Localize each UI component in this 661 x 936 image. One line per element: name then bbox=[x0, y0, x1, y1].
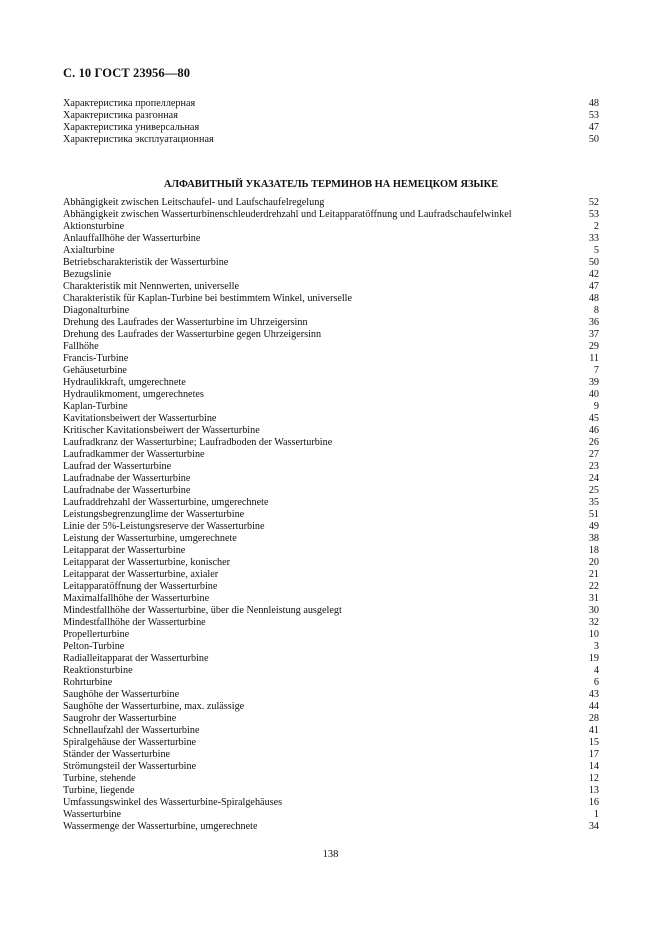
index-page-ref: 24 bbox=[588, 473, 599, 484]
index-entry bbox=[63, 737, 599, 749]
index-entry bbox=[63, 557, 599, 569]
index-term: Kaplan-Turbine bbox=[63, 401, 128, 412]
index-entry bbox=[63, 110, 599, 122]
index-term: Laufradkranz der Wasserturbine; Laufradboden der Wasserturbine bbox=[63, 437, 333, 448]
index-entry bbox=[63, 485, 599, 497]
index-term: Gehäuseturbine bbox=[63, 365, 127, 376]
index-term: Betriebscharakteristik der Wasserturbine bbox=[63, 257, 229, 268]
index-page-ref: 33 bbox=[588, 233, 599, 244]
index-term: Axialturbine bbox=[63, 245, 115, 256]
index-term: Abhängigkeit zwischen Wasserturbinenschleuderdrehzahl und Leitapparatöffnung und Laufradschaufelwinkel bbox=[63, 209, 512, 220]
index-term: Характеристика пропеллерная bbox=[63, 98, 196, 109]
index-page-ref: 47 bbox=[588, 281, 599, 292]
index-page-ref: 6 bbox=[593, 677, 599, 688]
index-entry bbox=[63, 329, 599, 341]
index-entry bbox=[63, 713, 599, 725]
index-term: Leitapparat der Wasserturbine, axialer bbox=[63, 569, 219, 580]
index-page-ref: 51 bbox=[588, 509, 599, 520]
index-page-ref: 21 bbox=[588, 569, 599, 580]
index-term: Spiralgehäuse der Wasserturbine bbox=[63, 737, 197, 748]
index-page-ref: 28 bbox=[588, 713, 599, 724]
index-term: Laufradkammer der Wasserturbine bbox=[63, 449, 205, 460]
index-entry bbox=[63, 785, 599, 797]
index-term: Rohrturbine bbox=[63, 677, 113, 688]
document-header: С. 10 ГОСТ 23956—80 bbox=[63, 66, 191, 80]
index-entry bbox=[63, 761, 599, 773]
index-term: Ständer der Wasserturbine bbox=[63, 749, 171, 760]
index-term: Kritischer Kavitationsbeiwert der Wasserturbine bbox=[63, 425, 260, 436]
index-page-ref: 53 bbox=[588, 110, 599, 121]
index-term: Turbine, liegende bbox=[63, 785, 135, 796]
index-page-ref: 14 bbox=[588, 761, 599, 772]
index-page-ref: 26 bbox=[588, 437, 599, 448]
index-entry bbox=[63, 533, 599, 545]
index-entry bbox=[63, 521, 599, 533]
index-page-ref: 2 bbox=[593, 221, 599, 232]
index-entry bbox=[63, 425, 599, 437]
index-term: Leitapparat der Wasserturbine bbox=[63, 545, 186, 556]
index-page-ref: 32 bbox=[588, 617, 599, 628]
index-entry bbox=[63, 797, 599, 809]
index-entry bbox=[63, 809, 599, 821]
index-term: Linie der 5%-Leistungsreserve der Wasserturbine bbox=[63, 521, 265, 532]
index-term: Aktionsturbine bbox=[63, 221, 125, 232]
index-term: Maximalfallhöhe der Wasserturbine bbox=[63, 593, 210, 604]
index-page-ref: 25 bbox=[588, 485, 599, 496]
index-entry bbox=[63, 257, 599, 269]
index-entry bbox=[63, 773, 599, 785]
index-entry bbox=[63, 701, 599, 713]
index-term: Reaktionsturbine bbox=[63, 665, 133, 676]
index-term: Fallhöhe bbox=[63, 341, 99, 352]
index-entry bbox=[63, 509, 599, 521]
index-page-ref: 27 bbox=[588, 449, 599, 460]
index-term: Diagonalturbine bbox=[63, 305, 130, 316]
index-page-ref: 20 bbox=[588, 557, 599, 568]
index-term: Bezugslinie bbox=[63, 269, 112, 280]
index-page-ref: 31 bbox=[588, 593, 599, 604]
index-term: Laufraddrehzahl der Wasserturbine, umgerechnete bbox=[63, 497, 269, 508]
index-page-ref: 30 bbox=[588, 605, 599, 616]
index-term: Propellerturbine bbox=[63, 629, 130, 640]
section-title: АЛФАВИТНЫЙ УКАЗАТЕЛЬ ТЕРМИНОВ НА НЕМЕЦКОМ ЯЗЫКЕ bbox=[163, 179, 499, 190]
index-entry bbox=[63, 365, 599, 377]
index-term: Wasserturbine bbox=[63, 809, 122, 820]
index-page-ref: 13 bbox=[588, 785, 599, 796]
index-term: Характеристика разгонная bbox=[63, 110, 178, 121]
index-entry bbox=[63, 725, 599, 737]
index-entry bbox=[63, 377, 599, 389]
index-entry bbox=[63, 677, 599, 689]
index-entry bbox=[63, 821, 599, 833]
index-entry bbox=[63, 473, 599, 485]
index-term: Drehung des Laufrades der Wasserturbine gegen Uhrzeigersinn bbox=[63, 329, 322, 340]
index-entry bbox=[63, 449, 599, 461]
index-page-ref: 49 bbox=[588, 521, 599, 532]
index-page-ref: 8 bbox=[593, 305, 599, 316]
index-page-ref: 34 bbox=[588, 821, 599, 832]
index-entry bbox=[63, 641, 599, 653]
index-entry bbox=[63, 353, 599, 365]
index-term: Leitapparat der Wasserturbine, konischer bbox=[63, 557, 231, 568]
index-page-ref: 46 bbox=[588, 425, 599, 436]
index-page-ref: 15 bbox=[588, 737, 599, 748]
index-entry bbox=[63, 341, 599, 353]
index-entry bbox=[63, 545, 599, 557]
index-term: Charakteristik mit Nennwerten, universelle bbox=[63, 281, 239, 292]
index-entry bbox=[63, 593, 599, 605]
page-number: 138 bbox=[322, 849, 339, 860]
index-entry bbox=[63, 209, 599, 221]
index-entry bbox=[63, 221, 599, 233]
index-page-ref: 23 bbox=[588, 461, 599, 472]
index-page-ref: 40 bbox=[588, 389, 599, 400]
index-term: Wassermenge der Wasserturbine, umgerechnete bbox=[63, 821, 258, 832]
index-page-ref: 37 bbox=[588, 329, 599, 340]
index-term: Leistung der Wasserturbine, umgerechnete bbox=[63, 533, 237, 544]
index-page-ref: 48 bbox=[588, 293, 599, 304]
index-entry bbox=[63, 629, 599, 641]
index-term: Laufradnabe der Wasserturbine bbox=[63, 473, 191, 484]
index-entry bbox=[63, 197, 599, 209]
index-entry bbox=[63, 305, 599, 317]
index-entry bbox=[63, 269, 599, 281]
index-term: Характеристика универсальная bbox=[63, 122, 200, 133]
index-term: Laufrad der Wasserturbine bbox=[63, 461, 172, 472]
index-term: Hydraulikkraft, umgerechnete bbox=[63, 377, 186, 388]
index-page-ref: 39 bbox=[588, 377, 599, 388]
index-term: Radialleitapparat der Wasserturbine bbox=[63, 653, 209, 664]
german-terms-list bbox=[63, 197, 599, 833]
index-term: Kavitationsbeiwert der Wasserturbine bbox=[63, 413, 217, 424]
index-entry bbox=[63, 437, 599, 449]
index-entry bbox=[63, 122, 599, 134]
index-term: Saughöhe der Wasserturbine, max. zulässige bbox=[63, 701, 245, 712]
index-term: Hydraulikmoment, umgerechnetes bbox=[63, 389, 204, 400]
index-page-ref: 11 bbox=[589, 353, 599, 364]
index-page-ref: 43 bbox=[588, 689, 599, 700]
index-page-ref: 41 bbox=[588, 725, 599, 736]
index-term: Mindestfallhöhe der Wasserturbine bbox=[63, 617, 206, 628]
index-page-ref: 35 bbox=[588, 497, 599, 508]
index-term: Charakteristik für Kaplan-Turbine bei bestimmtem Winkel, universelle bbox=[63, 293, 353, 304]
russian-terms-list bbox=[63, 98, 599, 146]
index-term: Turbine, stehende bbox=[63, 773, 136, 784]
index-page-ref: 48 bbox=[588, 98, 599, 109]
index-term: Характеристика эксплуатационная bbox=[63, 134, 214, 145]
index-entry bbox=[63, 98, 599, 110]
index-entry bbox=[63, 665, 599, 677]
index-page-ref: 50 bbox=[588, 134, 599, 145]
index-entry bbox=[63, 653, 599, 665]
index-entry bbox=[63, 293, 599, 305]
index-term: Leitapparatöffnung der Wasserturbine bbox=[63, 581, 218, 592]
index-entry bbox=[63, 134, 599, 146]
index-entry bbox=[63, 461, 599, 473]
index-term: Abhängigkeit zwischen Leitschaufel- und Laufschaufelregelung bbox=[63, 197, 325, 208]
index-page-ref: 53 bbox=[588, 209, 599, 220]
index-page-ref: 44 bbox=[588, 701, 599, 712]
index-page-ref: 52 bbox=[588, 197, 599, 208]
index-entry bbox=[63, 569, 599, 581]
index-page-ref: 17 bbox=[588, 749, 599, 760]
index-entry bbox=[63, 413, 599, 425]
index-entry bbox=[63, 281, 599, 293]
index-entry bbox=[63, 233, 599, 245]
index-entry bbox=[63, 689, 599, 701]
index-term: Schnellaufzahl der Wasserturbine bbox=[63, 725, 200, 736]
index-page-ref: 4 bbox=[593, 665, 599, 676]
index-page-ref: 19 bbox=[588, 653, 599, 664]
index-page-ref: 47 bbox=[588, 122, 599, 133]
index-term: Anlauffallhöhe der Wasserturbine bbox=[63, 233, 201, 244]
index-term: Umfassungswinkel des Wasserturbine-Spiralgehäuses bbox=[63, 797, 283, 808]
index-page-ref: 9 bbox=[593, 401, 599, 412]
index-page-ref: 7 bbox=[593, 365, 599, 376]
index-term: Pelton-Turbine bbox=[63, 641, 125, 652]
index-page-ref: 36 bbox=[588, 317, 599, 328]
index-term: Francis-Turbine bbox=[63, 353, 129, 364]
index-entry bbox=[63, 389, 599, 401]
index-entry bbox=[63, 497, 599, 509]
index-page-ref: 12 bbox=[588, 773, 599, 784]
index-term: Saugrohr der Wasserturbine bbox=[63, 713, 177, 724]
index-entry bbox=[63, 749, 599, 761]
index-term: Mindestfallhöhe der Wasserturbine, über die Nennleistung ausgelegt bbox=[63, 605, 342, 616]
index-entry bbox=[63, 617, 599, 629]
index-term: Laufradnabe der Wasserturbine bbox=[63, 485, 191, 496]
index-page-ref: 29 bbox=[588, 341, 599, 352]
index-page-ref: 18 bbox=[588, 545, 599, 556]
index-entry bbox=[63, 605, 599, 617]
index-page-ref: 22 bbox=[588, 581, 599, 592]
index-entry bbox=[63, 245, 599, 257]
index-page-ref: 38 bbox=[588, 533, 599, 544]
index-term: Saughöhe der Wasserturbine bbox=[63, 689, 180, 700]
index-page-ref: 42 bbox=[588, 269, 599, 280]
index-page-ref: 10 bbox=[588, 629, 599, 640]
index-entry bbox=[63, 317, 599, 329]
index-term: Leistungsbegrenzunglime der Wasserturbine bbox=[63, 509, 245, 520]
index-term: Strömungsteil der Wasserturbine bbox=[63, 761, 197, 772]
index-term: Drehung des Laufrades der Wasserturbine im Uhrzeigersinn bbox=[63, 317, 308, 328]
index-page-ref: 45 bbox=[588, 413, 599, 424]
index-page-ref: 16 bbox=[588, 797, 599, 808]
index-page-ref: 50 bbox=[588, 257, 599, 268]
index-entry bbox=[63, 401, 599, 413]
index-page-ref: 5 bbox=[593, 245, 599, 256]
index-page-ref: 1 bbox=[593, 809, 599, 820]
index-entry bbox=[63, 581, 599, 593]
index-page-ref: 3 bbox=[593, 641, 599, 652]
